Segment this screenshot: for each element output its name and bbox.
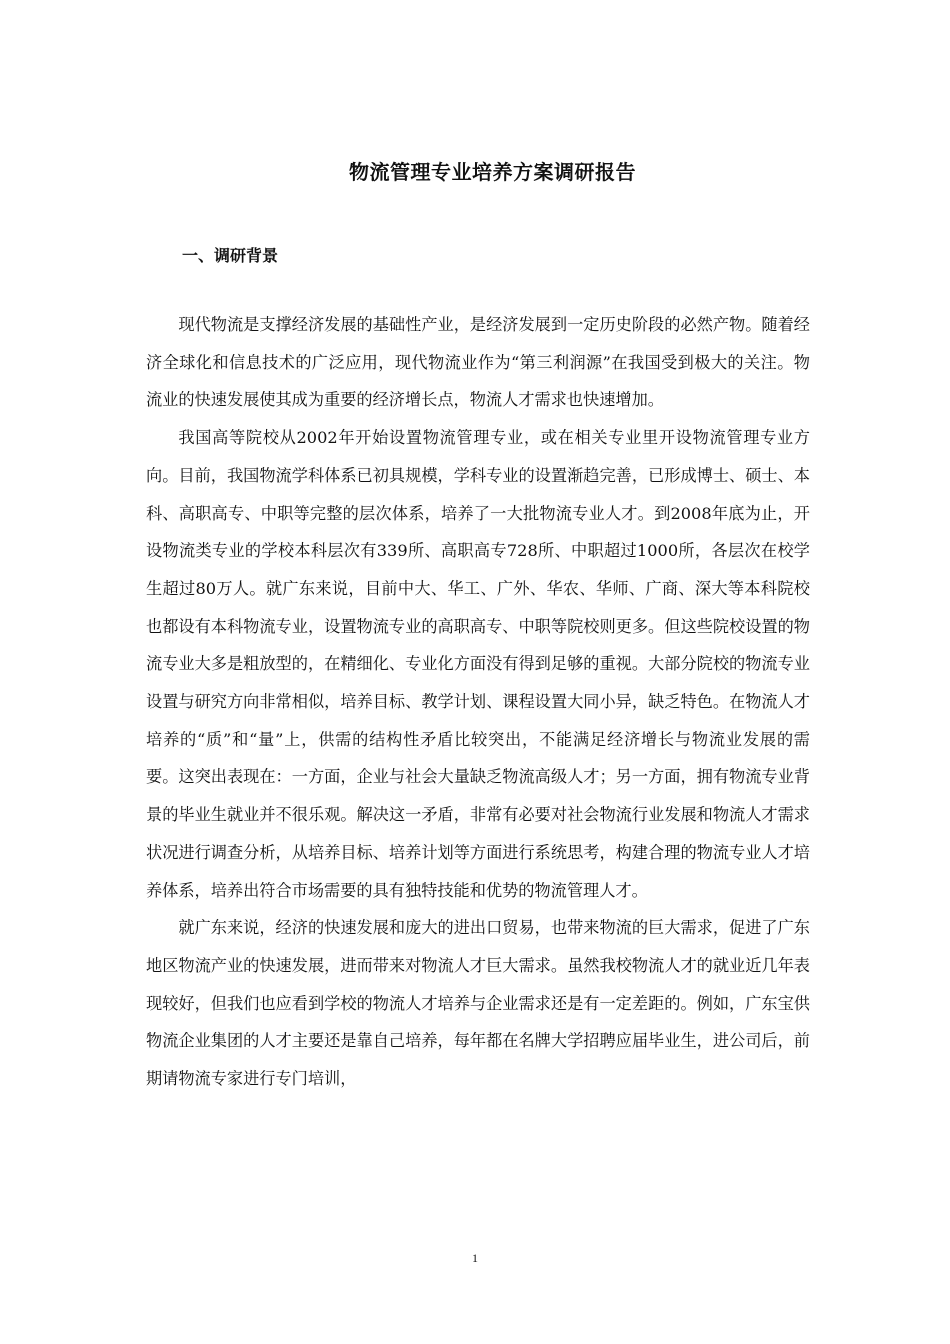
section-heading: 一、调研背景 <box>182 246 279 265</box>
paragraph: 我国高等院校从2002年开始设置物流管理专业，或在相关专业里开设物流管理专业方向。目前，我国物流学科体系已初具规模，学科专业的设置渐趋完善，已形成博士、硕士、本科、高职高专、中职等完整的层次体系，培养了一大批物流专业人才。到2008年底为止，开设物流类专业的学校本科层次有339所、高职高专728所、中职超过1000所，各层次在校学生超过80万人。就广东来说，目前中大、华工、广外、华农、华师、广商、深大等本科院校也都设有本科物流专业，设置物流专业的高职高专、中职等院校则更多。但这些院校设置的物流专业大多是粗放型的，在精细化、专业化方面没有得到足够的重视。大部分院校的物流专业设置与研究方向非常相似，培养目标、教学计划、课程设置大同小异，缺乏特色。在物流人才培养的“质”和“量”上，供需的结构性矛盾比较突出，不能满足经济增长与物流业发展的需要。这突出表现在：一方面，企业与社会大量缺乏物流高级人才；另一方面，拥有物流专业背景的毕业生就业并不很乐观。解决这一矛盾，非常有必要对社会物流行业发展和物流人才需求状况进行调查分析，从培养目标、培养计划等方面进行系统思考，构建合理的物流专业人才培养体系，培养出符合市场需要的具有独特技能和优势的物流管理人才。 <box>146 428 810 900</box>
document-title: 物流管理专业培养方案调研报告 <box>349 160 636 184</box>
paragraph: 现代物流是支撑经济发展的基础性产业，是经济发展到一定历史阶段的必然产物。随着经济全球化和信息技术的广泛应用，现代物流业作为“第三利润源”在我国受到极大的关注。物流业的快速发展使其成为重要的经济增长点，物流人才需求也快速增加。 <box>146 315 810 410</box>
page-number: 1 <box>472 1251 478 1265</box>
paragraph: 就广东来说，经济的快速发展和庞大的进出口贸易，也带来物流的巨大需求，促进了广东地区物流产业的快速发展，进而带来对物流人才巨大需求。虽然我校物流人才的就业近几年表现较好，但我们也应看到学校的物流人才培养与企业需求还是有一定差距的。例如，广东宝供物流企业集团的人才主要还是靠自己培养，每年都在名牌大学招聘应届毕业生，进公司后，前期请物流专家进行专门培训， <box>146 918 810 1089</box>
body-text <box>146 306 810 1098</box>
